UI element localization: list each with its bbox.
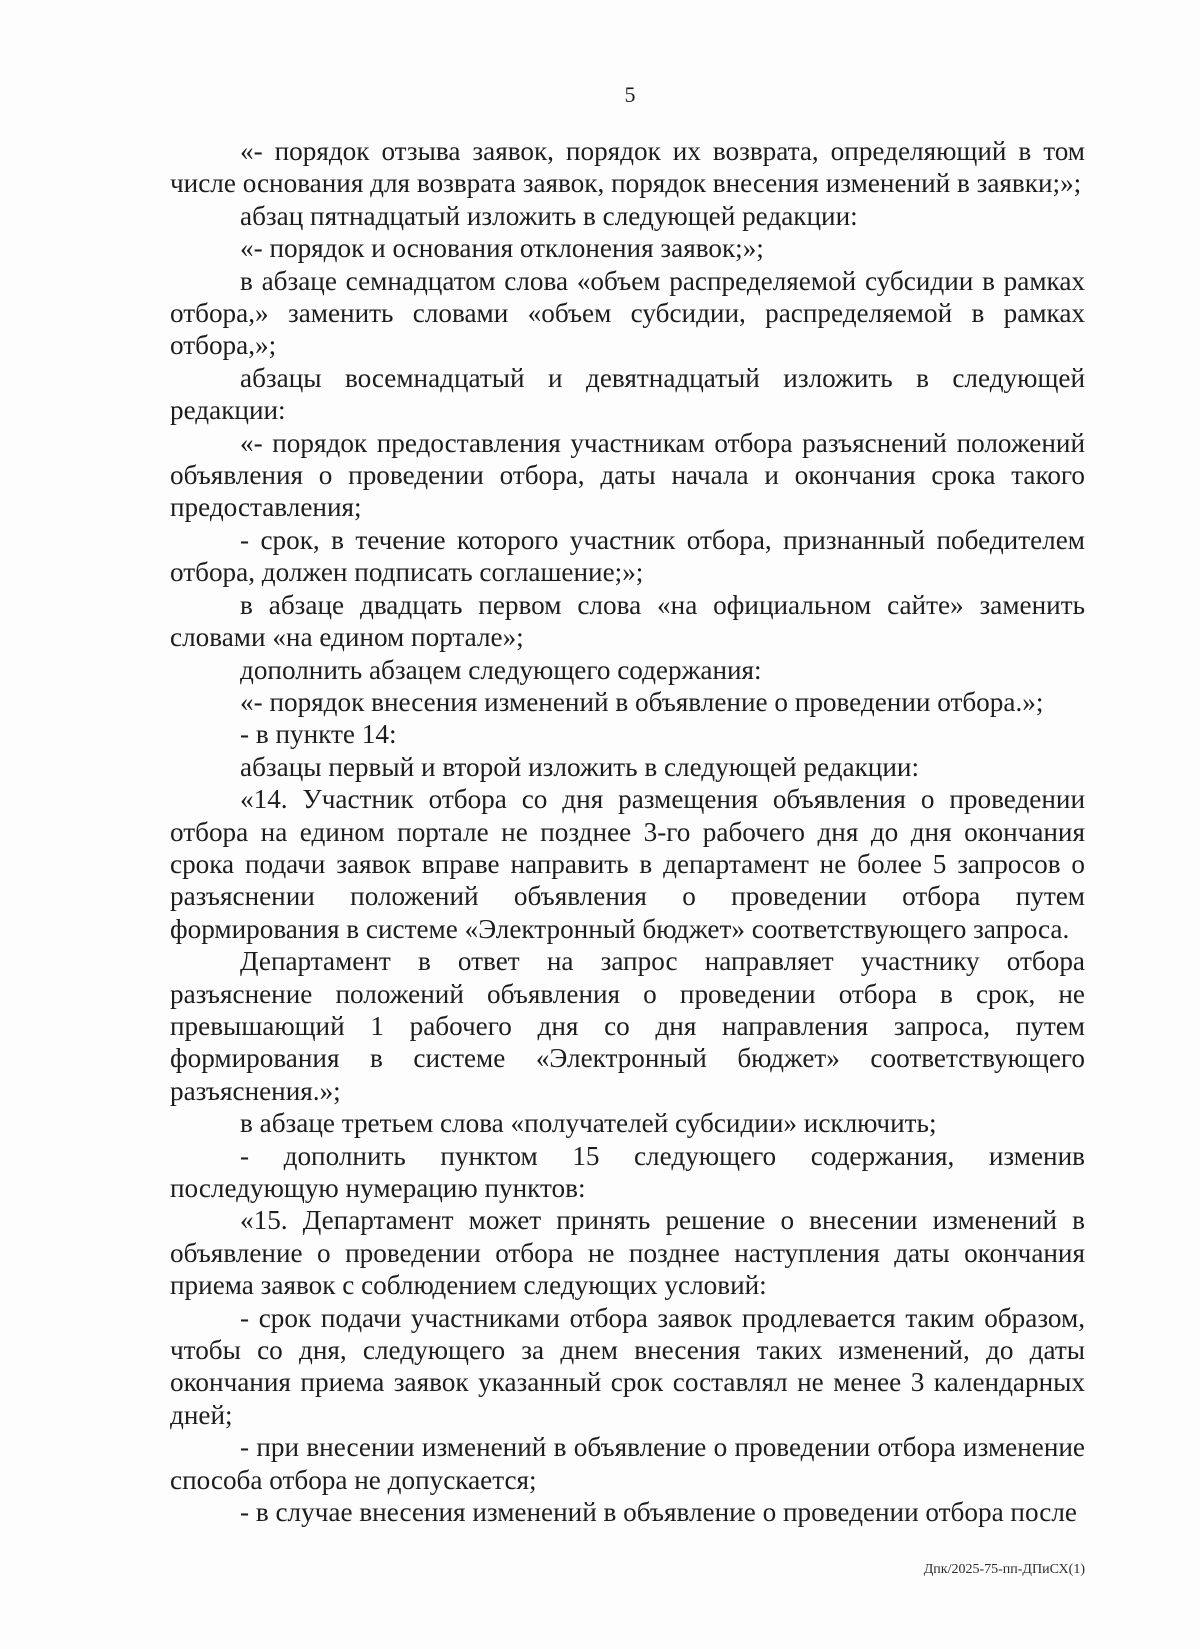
- paragraph: - срок подачи участниками отбора заявок продлевается таким образом, чтобы со дня, следующего за днем внесения таких изменений, до даты окончания приема заявок указанный срок составлял не менее 3 календарных дней;: [170, 1302, 1085, 1430]
- paragraph: дополнить абзацем следующего содержания:: [240, 654, 762, 685]
- paragraph: в абзаце двадцать первом слова «на официальном сайте» заменить словами «на едином портале»;: [170, 589, 1085, 653]
- paragraph: «15. Департамент может принять решение о внесении изменений в объявление о проведении отбора не позднее наступления даты окончания приема заявок с соблюдением следующих условий:: [170, 1205, 1085, 1301]
- document-body: [170, 135, 1085, 1528]
- paragraph: Департамент в ответ на запрос направляет участнику отбора разъяснение положений объявления о проведении отбора в срок, не превышающий 1 рабочего дня со дня направления запроса, путем формирования в системе «Электронный бюджет» соответствующего разъяснения.»;: [170, 946, 1085, 1106]
- paragraph: «- порядок внесения изменений в объявление о проведении отбора.»;: [240, 686, 1044, 717]
- paragraph: - в случае внесения изменений в объявление о проведении отбора после: [240, 1497, 1077, 1528]
- paragraph: «14. Участник отбора со дня размещения объявления о проведении отбора на едином портале не позднее 3-го рабочего дня до дня окончания срока подачи заявок вправе направить в департамент не более 5 запросов о разъяснении положений объявления о проведении отбора путем формирования в системе «Электронный бюджет» соответствующего запроса.: [170, 784, 1085, 944]
- paragraph: абзацы первый и второй изложить в следующей редакции:: [240, 751, 919, 782]
- paragraph: «- порядок и основания отклонения заявок;»;: [240, 233, 764, 264]
- paragraph: абзац пятнадцатый изложить в следующей редакции:: [240, 200, 858, 231]
- paragraph: - при внесении изменений в объявление о проведении отбора изменение способа отбора не допускается;: [170, 1432, 1085, 1495]
- paragraph: «- порядок отзыва заявок, порядок их возврата, определяющий в том числе основания для возврата заявок, порядок внесения изменений в заявки;»;: [170, 136, 1085, 199]
- paragraph: «- порядок предоставления участникам отбора разъяснений положений объявления о проведении отбора, даты начала и окончания срока такого предоставления;: [170, 427, 1085, 523]
- document-code-footer: Дпк/2025-75-пп-ДПиСХ(1): [923, 1562, 1085, 1577]
- paragraph: - срок, в течение которого участник отбора, признанный победителем отбора, должен подписать соглашение;»;: [170, 524, 1085, 588]
- paragraph: - дополнить пунктом 15 следующего содержания, изменив последующую нумерацию пунктов:: [170, 1140, 1085, 1203]
- paragraph: в абзаце семнадцатом слова «объем распределяемой субсидии в рамках отбора,» заменить словами «объем субсидии, распределяемой в рамках отбора,»;: [170, 265, 1085, 361]
- paragraph: в абзаце третьем слова «получателей субсидии» исключить;: [240, 1108, 937, 1139]
- paragraph: абзацы восемнадцатый и девятнадцатый изложить в следующей редакции:: [170, 362, 1085, 426]
- page-number: 5: [624, 82, 636, 107]
- paragraph: - в пункте 14:: [240, 719, 397, 750]
